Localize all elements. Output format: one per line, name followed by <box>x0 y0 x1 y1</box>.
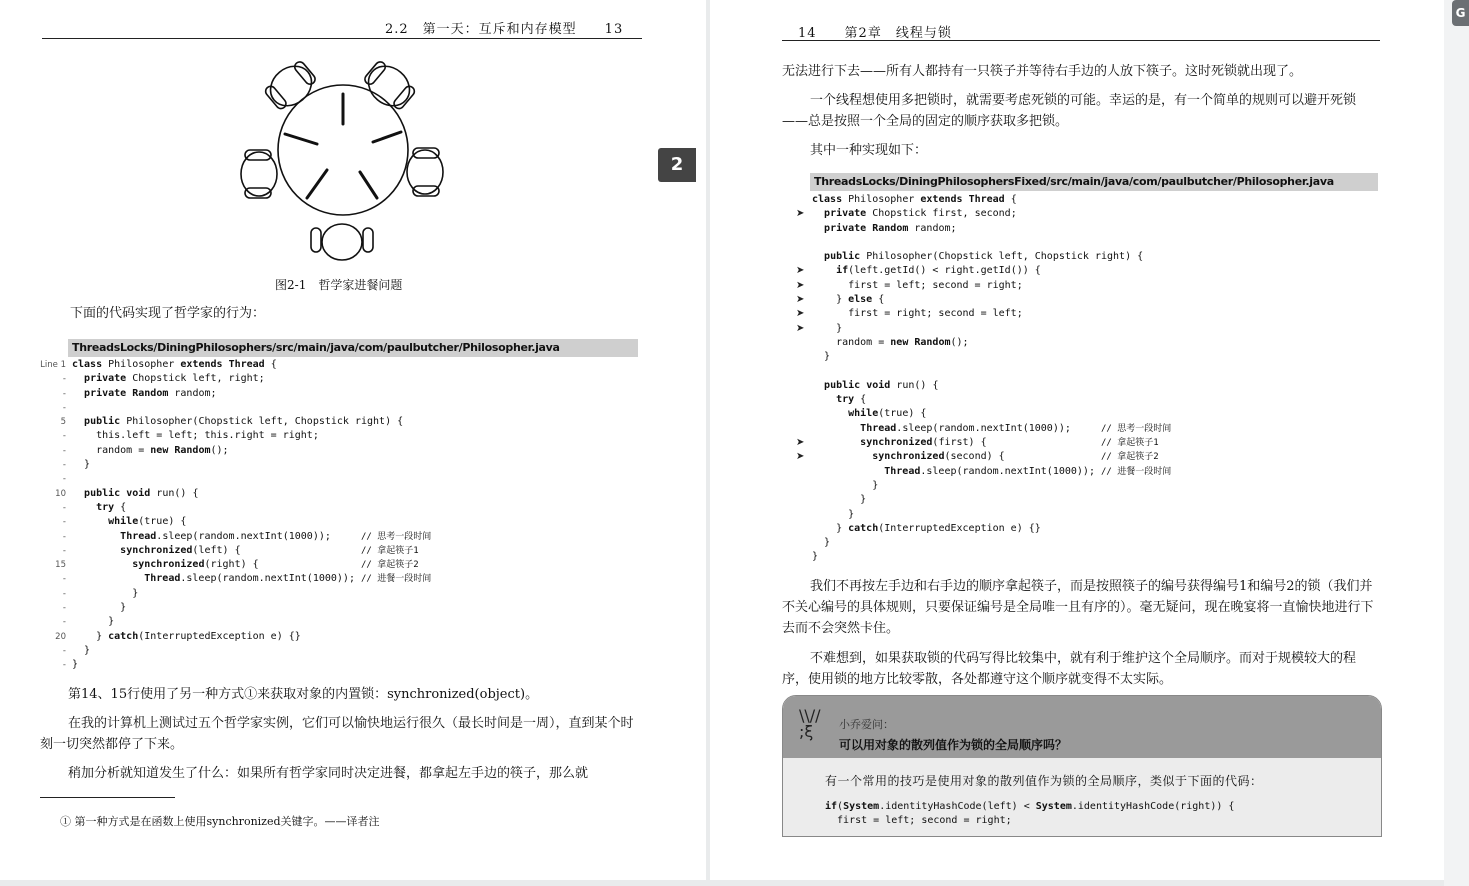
running-head: 2.2 第一天：互斥和内存模型 13 <box>385 22 624 37</box>
footnote-rule <box>40 797 175 798</box>
philosopher-top-right <box>359 57 419 115</box>
header-rule <box>782 40 1380 41</box>
footnote: ① 第一种方式是在函数上使用synchronized关键字。——译者注 <box>60 815 380 828</box>
paragraph: 其中一种实现如下： <box>810 143 928 158</box>
qa-header <box>783 696 1381 758</box>
qa-code: if(System.identityHashCode(left) < System.identityHashCode(right)) { first = left; second = right; <box>825 801 1235 827</box>
paragraph: 稍加分析就知道发生了什么：如果所有哲学家同时决定进餐，都拿起左手边的筷子，那么就 <box>68 766 589 781</box>
qa-sidebar-box <box>782 695 1382 837</box>
face-doodle-icon: \\// ;ξ <box>799 706 821 741</box>
paragraph: 不难想到，如果获取锁的代码写得比较集中，就有利于维护这个全局顺序。而对于规模较大的程序，使用锁的地方比较零散，各处都遵守这个顺序就变得不太实际。 <box>782 651 1357 687</box>
right-book-page <box>710 0 1444 880</box>
code-file-path: ThreadsLocks/DiningPhilosophersFixed/src/main/java/com/paulbutcher/Philosopher.java <box>810 173 1378 191</box>
sidebar-tab[interactable]: G <box>1452 0 1469 26</box>
figure-caption: 图2-1 哲学家进餐问题 <box>275 278 403 292</box>
qa-question: 可以用对象的散列值作为锁的全局顺序吗？ <box>839 738 1068 752</box>
qa-text: 有一个常用的技巧是使用对象的散列值作为锁的全局顺序，类似于下面的代码： <box>825 774 1263 788</box>
paragraph: 我们不再按左手边和右手边的顺序拿起筷子，而是按照筷子的编号获得编号1和编号2的锁（我们并不关心编号的具体规则，只要保证编号是全局唯一且有序的）。毫无疑问，现在晚宴将一直愉快地进行下去而不会突然卡住。 <box>782 579 1374 636</box>
dining-philosophers-figure <box>225 52 455 267</box>
paragraph: 无法进行下去——所有人都持有一只筷子并等待右手边的人放下筷子。这时死锁就出现了。 <box>782 64 1303 79</box>
code-listing: class Philosopher extends Thread { private Chopstick left, right; private Random random; public Philosopher(Chopstick left, Chopstick right) { this.left = left; this.right = right; random = new Random(); } public void run() { try { while(true) { Thread.sleep(random.nextInt(1000)); // 思考一段时间 synchronized(left) { // 拿起筷子1 synchronized(right) { // 拿起筷子2 Thread.sleep(random.nextInt(1000)); // 进餐一段时间 } } } } catch(InterruptedException e) {} } } <box>72 359 432 671</box>
philosopher-bottom <box>311 224 373 260</box>
chopsticks <box>285 94 401 198</box>
line-numbers: Line 1 - - - 5 - - - - 10 - - - - 15 - - - - 20 - - <box>40 360 66 671</box>
paragraph: 在我的计算机上测试过五个哲学家实例，它们可以愉快地运行很久（最长时间是一周），直到某个时刻一切突然都停了下来。 <box>40 716 634 752</box>
header-rule <box>42 38 642 39</box>
left-book-page <box>0 0 706 880</box>
paragraph: 一个线程想使用多把锁时，就需要考虑死锁的可能。幸运的是，有一个简单的规则可以避开死锁——总是按照一个全局的固定的顺序获取多把锁。 <box>782 93 1357 129</box>
paragraph: 第14、15行使用了另一种方式①来获取对象的内置锁：synchronized(object)。 <box>68 687 539 702</box>
code-file-path: ThreadsLocks/DiningPhilosophers/src/main/java/com/paulbutcher/Philosopher.java <box>68 339 638 357</box>
philosopher-right <box>407 148 443 196</box>
qa-body <box>783 758 1381 836</box>
philosopher-left <box>241 150 277 198</box>
viewer-sidebar <box>1444 0 1469 886</box>
chapter-tab: 2 <box>658 148 696 182</box>
qa-label: 小乔爱问： <box>839 718 894 731</box>
code-intro: 下面的代码实现了哲学家的行为： <box>70 306 266 321</box>
philosopher-top-left <box>261 57 321 115</box>
change-markers: ➤ ➤ ➤ ➤ ➤ ➤ ➤ ➤ <box>796 208 805 463</box>
code-listing: class Philosopher extends Thread { private Chopstick first, second; private Random random; public Philosopher(Chopstick left, Chopstick right) { if(left.getId() < right.getId()) { first = left; second = right; } else { first = right; second = left; } random = new Random(); } public void run() { try { while(true) { Thread.sleep(random.nextInt(1000)); // 思考一段时间 synchronized(first) { // 拿起筷子1 synchronized(second) { // 拿起筷子2 Thread.sleep(random.nextInt(1000)); // 进餐一段时间 } } } } catch(InterruptedException e) {} } } <box>812 194 1172 563</box>
running-head: 14 第2章 线程与锁 <box>798 26 952 41</box>
